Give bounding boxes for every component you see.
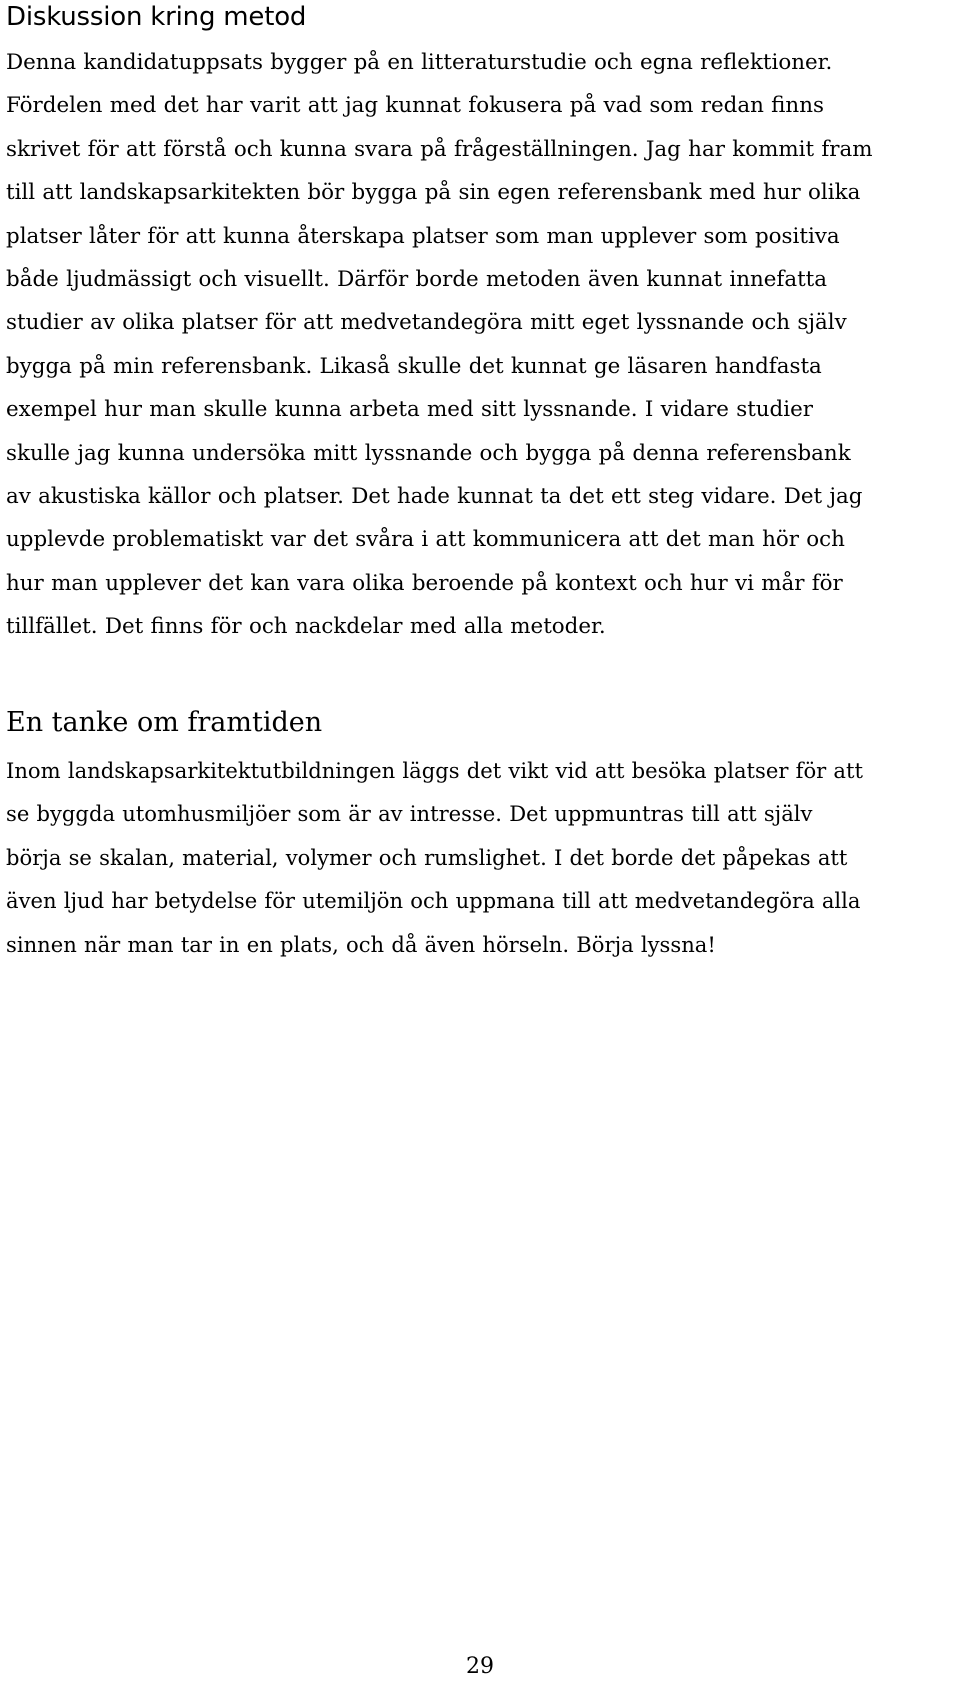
section-heading-future: En tanke om framtiden [6, 707, 323, 738]
paragraph-line: både ljudmässigt och visuellt. Därför borde metoden även kunnat innefatta [6, 267, 828, 293]
paragraph-future [6, 749, 863, 966]
paragraph-line: av akustiska källor och platser. Det hade kunnat ta det ett steg vidare. Det jag [6, 484, 863, 510]
paragraph-line: exempel hur man skulle kunna arbeta med sitt lyssnande. I vidare studier [6, 397, 813, 423]
paragraph-line: även ljud har betydelse för utemiljön och uppmana till att medvetandegöra alla [6, 888, 861, 914]
paragraph-line: Fördelen med det har varit att jag kunnat fokusera på vad som redan finns [6, 93, 824, 119]
paragraph-line: studier av olika platser för att medvetandegöra mitt eget lyssnande och själv [6, 310, 847, 336]
paragraph-line: se byggda utomhusmiljöer som är av intresse. Det uppmuntras till att själv [6, 801, 813, 827]
paragraph-line: börja se skalan, material, volymer och rumslighet. I det borde det påpekas att [6, 844, 848, 870]
paragraph-line: tillfället. Det finns för och nackdelar med alla metoder. [6, 614, 606, 640]
section-heading-method-discussion: Diskussion kring metod [6, 2, 307, 32]
paragraph-method-discussion [6, 41, 873, 649]
paragraph-line: skrivet för att förstå och kunna svara på frågeställningen. Jag har kommit fram [6, 136, 873, 162]
paragraph-line: upplevde problematiskt var det svåra i att kommunicera att det man hör och [6, 527, 845, 553]
paragraph-line: skulle jag kunna undersöka mitt lyssnande och bygga på denna referensbank [6, 440, 851, 466]
paragraph-line: till att landskapsarkitekten bör bygga på sin egen referensbank med hur olika [6, 180, 861, 206]
page-number: 29 [466, 1654, 494, 1679]
paragraph-line: hur man upplever det kan vara olika beroende på kontext och hur vi mår för [6, 570, 843, 596]
paragraph-line: bygga på min referensbank. Likaså skulle det kunnat ge läsaren handfasta [6, 353, 822, 379]
paragraph-line: platser låter för att kunna återskapa platser som man upplever som positiva [6, 223, 840, 249]
paragraph-line: sinnen när man tar in en plats, och då även hörseln. Börja lyssna! [6, 931, 716, 957]
paragraph-line: Denna kandidatuppsats bygger på en litteraturstudie och egna reflektioner. [6, 50, 833, 75]
paragraph-line: Inom landskapsarkitektutbildningen läggs det vikt vid att besöka platser för att [6, 758, 863, 783]
